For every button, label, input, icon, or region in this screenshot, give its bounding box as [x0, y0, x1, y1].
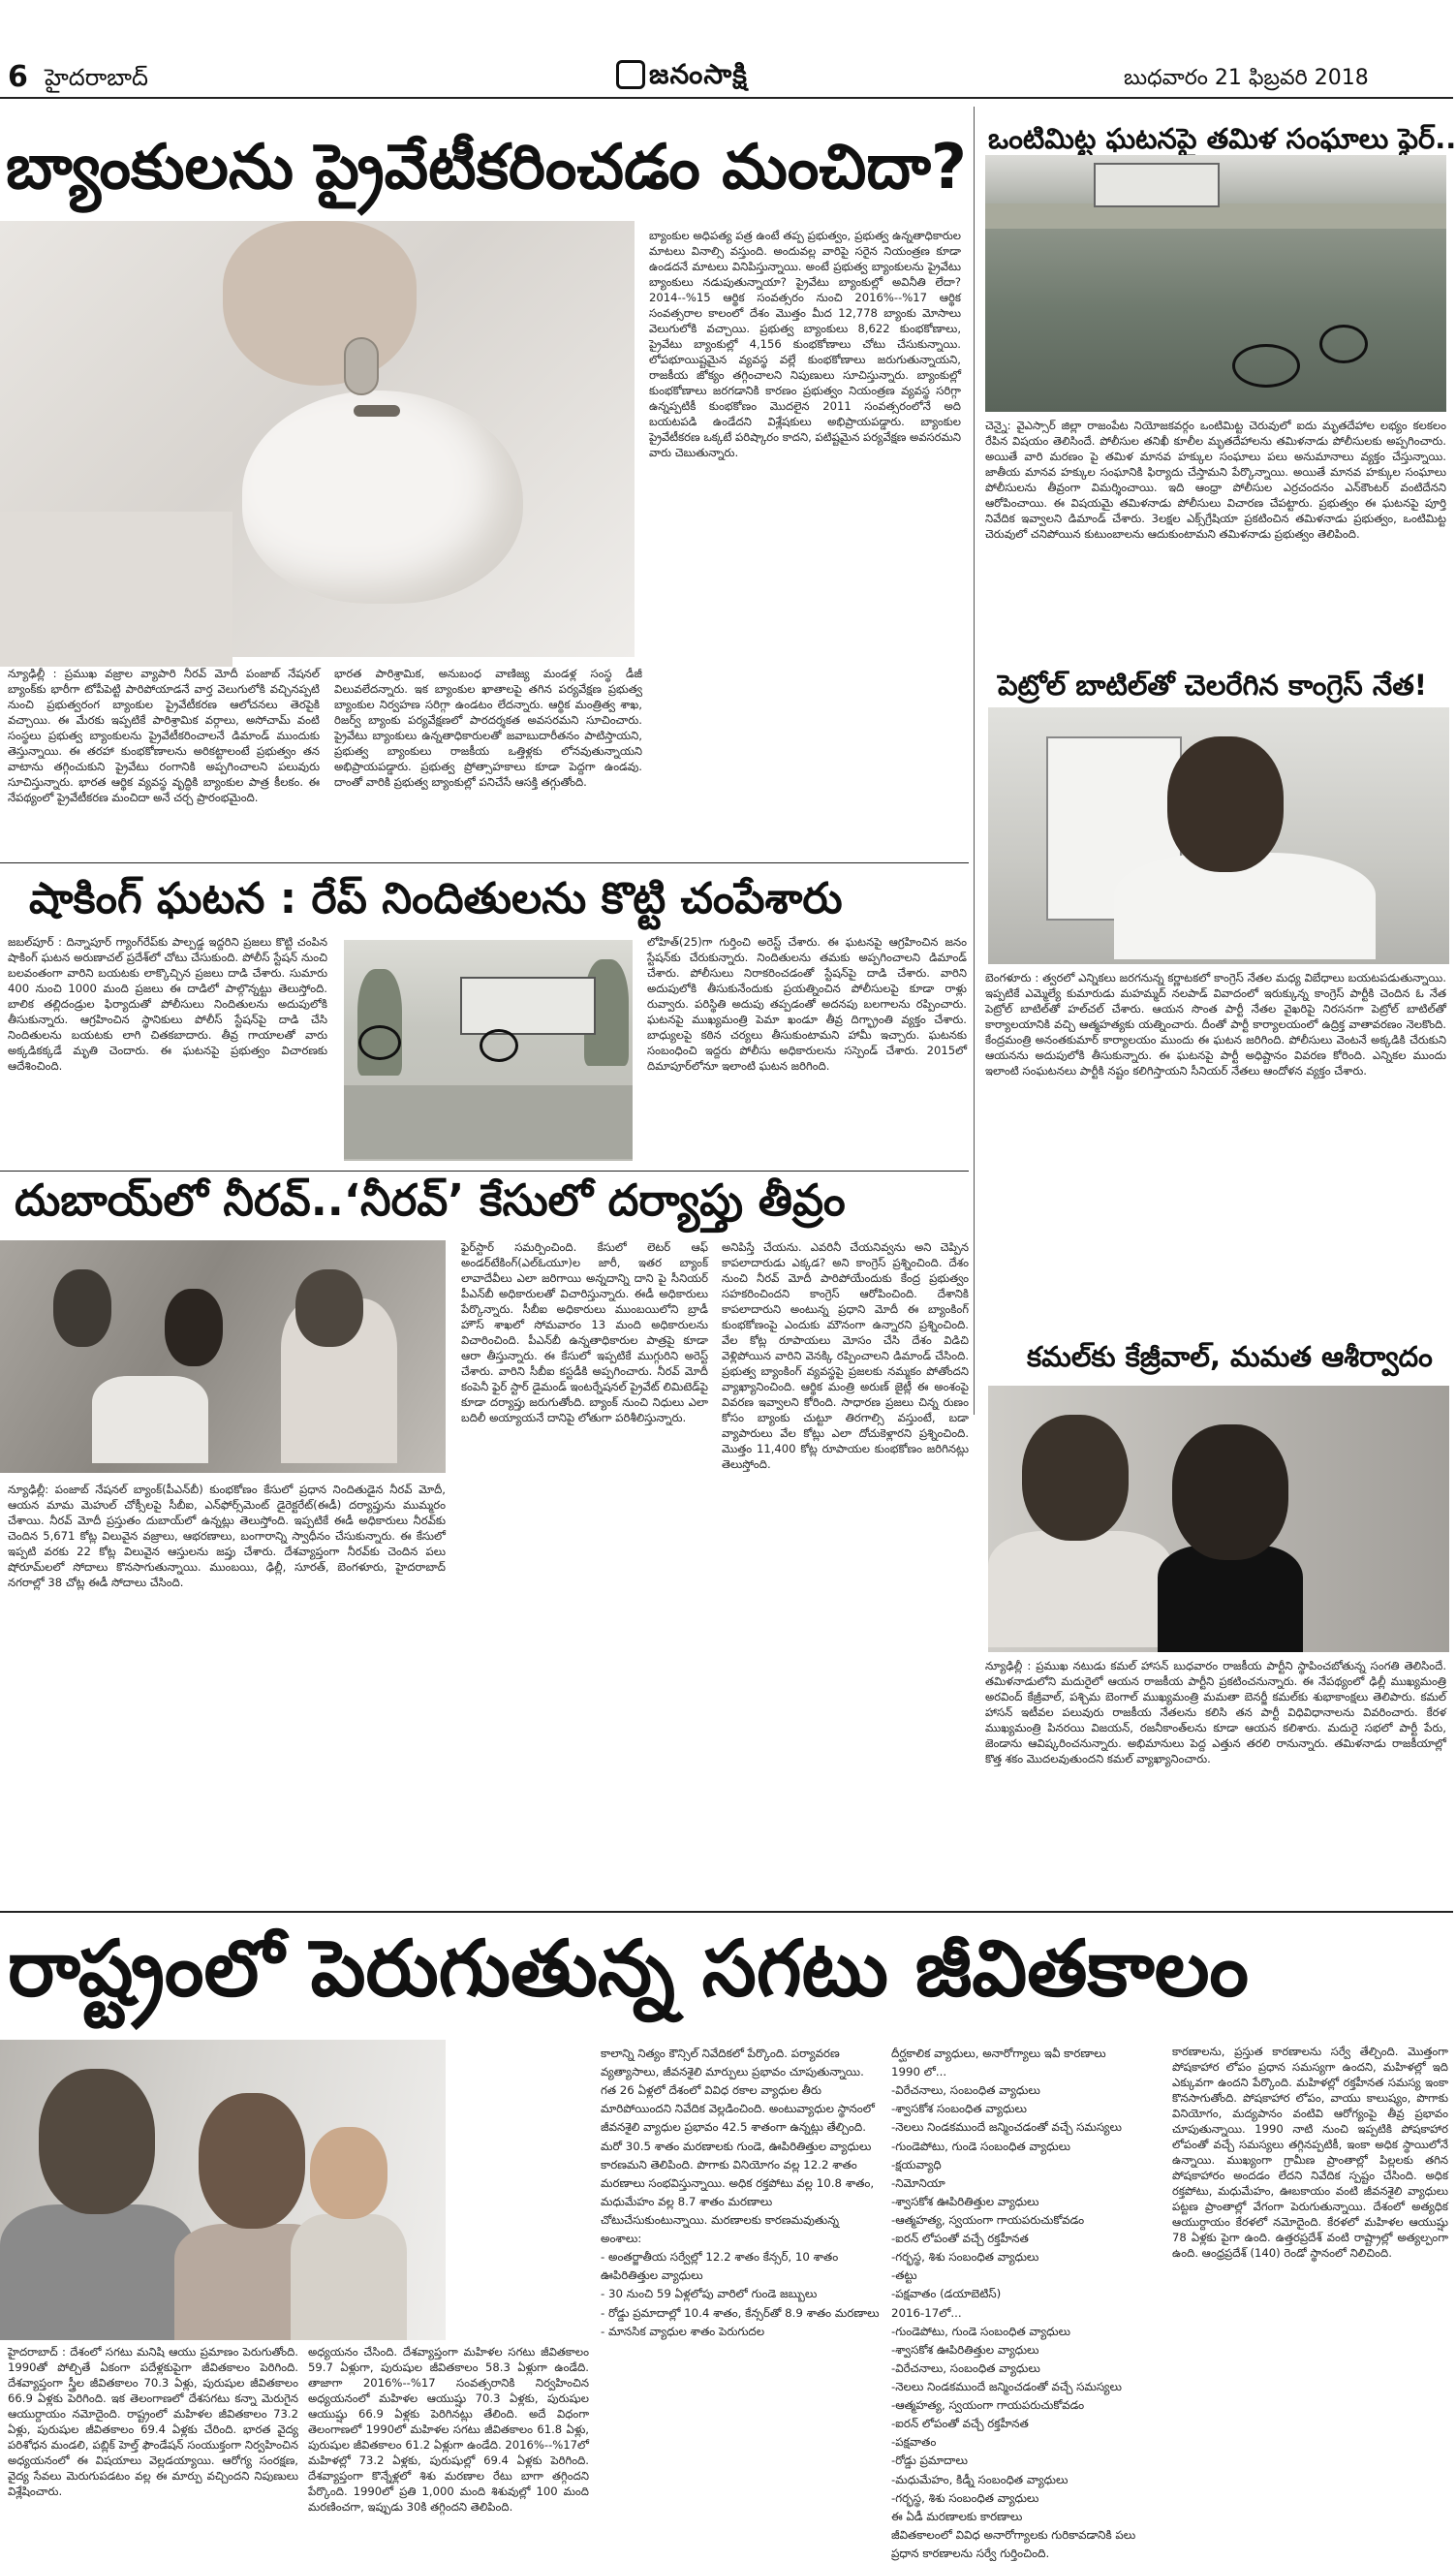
- masthead-rule: [0, 97, 1453, 99]
- issue-date: బుధవారం 21 ఫిబ్రవరి 2018: [1124, 66, 1369, 90]
- nirav-headline: దుబాయ్‌లో నీరవ్..‘నీరవ్’ కేసులో దర్యాప్తు తీవ్రం: [15, 1174, 846, 1226]
- lifespan-headline: రాష్ట్రంలో పెరుగుతున్న సగటు జీవితకాలం: [8, 1923, 1249, 2014]
- petrol-body: బెంగళూరు : త్వరలో ఎన్నికలు జరగనున్న కర్ణాటకలో కాంగ్రెస్ నేతల మధ్య విబేధాలు బయటపడుతున్నాయి. ఇప్పటికే ఎమ్మెల్యే కుమారుడు మహమ్మద్ నలపాడ్ వివాదంలో ఇరుక్కున్న కాంగ్రెస్ పార్టీకి చెందిన ఓ నేత పెట్రోల్ బాటిల్‌తో హల్‌చల్ చేశారు. ఆయన సొంత పార్టీ నేతల వైఖరిపై నిరసనగా పెట్రోల్ బాటిల్‌తో కార్యాలయానికి వచ్చి ఆత్మహత్యకు యత్నించారు. దీంతో పార్టీ కార్యాలయంలో ఉద్రిక్త వాతావరణం నెలకొంది. కేంద్రమంత్రి అనంతకుమార్ కార్యాలయం ముందు ఈ ఘటన జరిగింది. పోలీసులు వెంటనే అక్కడికి చేరుకుని ఆయనను అదుపులోకి తీసుకున్నారు. ఈ ఘటనపై పార్టీ అధిష్టానం వివరణ కోరింది. ఎన్నికల ముందు ఇలాంటి సంఘటనలు పార్టీకి నష్టం కలిగిస్తాయని సీనియర్ నేతలు ఆందోళన వ్యక్తం చేశారు.: [985, 971, 1446, 1078]
- banks-body-col3: బ్యాంకుల అధిపత్య పత్ర ఉంటే తప్ప ప్రభుత్వం, ప్రభుత్వ ఉన్నతాధికారుల మాటలు వినాల్సి వస్తుంది. అందువల్ల వారిపై సరైన నియంత్రణ కూడా ఉండదనే మాటలు వినిపిస్తున్నాయి. అంటే ప్రభుత్వ బ్యాంకులను ప్రైవేటు బ్యాంకులు నడుపుతున్నాయా? ప్రైవేటు బ్యాంకుల్లో అవినీతి లేదా? 2014--%15 ఆర్థిక సంవత్సరం నుంచి 2016%--%17 ఆర్థిక సంవత్సరాల కాలంలో దేశం మొత్తం మీద 12,778 బ్యాంకు మోసాలు వెలుగులోకి వచ్చాయి. ప్రభుత్వ బ్యాంకులు 8,622 కుంభకోణాలు, ప్రైవేటు బ్యాంకుల్లో 4,156 కుంభకోణాలు చోటు చేసుకున్నాయి. లోపభూయిష్టమైన వ్యవస్థ వల్లే కుంభకోణాలు జరుగుతున్నాయని, రాజకీయ జోక్యం తగ్గించాలని నిపుణులు సూచిస్తున్నారు. బ్యాంకుల్లో కుంభకోణాలు జరగడానికి కారణం ప్రభుత్వం నియంత్రణ వ్యవస్థ సరిగ్గా ఉన్నప్పటికీ కుంభకోణం మొదలైన 2011 సంవత్సరంలోనే అది బయటపడి ఉండేదని విశ్లేషకులు అభిప్రాయపడ్డారు. బ్యాంకుల ప్రైవేటీకరణ ఒక్కటే పరిష్కారం కాదని, పటిష్టమైన పర్యవేక్షణ అవసరమని వారు చెబుతున్నారు.: [649, 229, 961, 459]
- kamal-body: న్యూఢిల్లీ : ప్రముఖ నటుడు కమల్ హాసన్ బుధవారం రాజకీయ పార్టీని స్థాపించబోతున్న సంగతి తెలిసిందే. తమిళనాడులోని మదురైలో ఆయన రాజకీయ పార్టీని ప్రకటించనున్నారు. ఈ నేపథ్యంలో ఢిల్లీ ముఖ్యమంత్రి అరవింద్ కేజ్రీవాల్, పశ్చిమ బెంగాల్ ముఖ్యమంత్రి మమతా బెనర్జీ కమల్‌కు శుభాకాంక్షలు తెలిపారు. కమల్ హాసన్ ఇటీవల పలువురు రాజకీయ నేతలను కలిసి తన పార్టీ విధివిధానాలను వివరించారు. కేరళ ముఖ్యమంత్రి పినరయి విజయన్, రజనీకాంత్‌లను కూడా ఆయన కలిశారు. మదురై సభలో పార్టీ పేరు, జెండాను ఆవిష్కరించనున్నారు. అభిమానులు పెద్ద ఎత్తున తరలి రానున్నారు. తమిళనాడు రాజకీయాల్లో కొత్త శకం మొదలవుతుందని కమల్ వ్యాఖ్యానించారు.: [985, 1659, 1446, 1766]
- ontimitta-headline: ఒంటిమిట్ట ఘటనపై తమిళ సంఘాలు ఫైర్..: [988, 122, 1456, 155]
- incident-photo: [344, 940, 633, 1161]
- nirav-body-col2: ఫైర్‌స్టార్ సమర్పించింది. కేసులో లెటర్ ఆఫ్ అండర్‌టేకింగ్(ఎల్‌ఓయూ)ల జారీ, ఇతర బ్యాంక్ లావాదేవీలు ఎలా జరిగాయి అన్నదాన్ని దాని పై సీనియర్ పీఎన్‌బీ అధికారులతో విచారిస్తున్నారు. ఈడీ అధికారులు పేర్కొన్నారు. సీబీఐ అధికారులు ముంబయిలోని బ్రాడీ హౌస్ శాఖలో సోమవారం 13 మంది అధికారులను విచారించింది. పీఎన్‌బీ ఉన్నతాధికారుల పాత్రపై కూడా ఆరా తీస్తున్నారు. ఈ కేసులో ఇప్పటికే ముగ్గురిని అరెస్ట్ చేశారు. వారిని సీబీఐ కస్టడీకి అప్పగించారు. నీరవ్ మోదీ కంపెనీ ఫైర్ స్టార్ డైమండ్ ఇంటర్నేషనల్ ప్రైవేట్ లిమిటెడ్‌పై కూడా దర్యాప్తు జరుగుతోంది. బ్యాంక్ నుంచి నిధులు ఎలా బదిలీ అయ్యాయనే దానిపై లోతుగా పరిశీలిస్తున్నారు.: [461, 1240, 708, 1424]
- lifespan-body-col5: కారణాలను, ప్రస్తుత కారణాలను సర్వే తేల్చింది. మొత్తంగా పోషకాహార లోపం ప్రధాన సమస్యగా ఉందని, మహిళల్లో ఇది ఎక్కువగా ఉందని పేర్కొంది. మహిళల్లో రక్తహీనత సమస్య ఇంకా కొనసాగుతోంది. పోషకాహార లోపం, వాయు కాలుష్యం, పొగాకు వినియోగం, మద్యపానం వంటివి ఆరోగ్యంపై తీవ్ర ప్రభావం చూపుతున్నాయి. 1990 నాటి నుంచి ఇప్పటికి పోషకాహార లోపంతో వచ్చే సమస్యలు తగ్గినప్పటికీ, ఇంకా అధిక స్థాయిలోనే ఉన్నాయి. ముఖ్యంగా గ్రామీణ ప్రాంతాల్లో పిల్లలకు తగిన పోషకాహారం అందడం లేదని నివేదిక స్పష్టం చేసింది. అధిక రక్తపోటు, మధుమేహం, ఊబకాయం వంటి జీవనశైలి వ్యాధులు పట్టణ ప్రాంతాల్లో వేగంగా పెరుగుతున్నాయి. దేశంలో అత్యధిక ఆయుర్దాయం కేరళలో నమోదైంది. కేరళలో మహిళల ఆయుష్షు 78 ఏళ్లకు పైగా ఉంది. ఉత్తరప్రదేశ్ వంటి రాష్ట్రాల్లో అత్యల్పంగా ఉంది. ఆంధ్రప్రదేశ్ (140) రెండో స్థానంలో నిలిచింది.: [1172, 2045, 1448, 2260]
- lake-photo: [985, 155, 1446, 412]
- shocking-body-col2: లోహిత్(25)గా గుర్తించి అరెస్ట్ చేశారు. ఈ ఘటనపై ఆగ్రహించిన జనం స్టేషన్‌కు చేరుకున్నారు. నిందితులను తమకు అప్పగించాలని డిమాండ్ చేశారు. పోలీసులు నిరాకరించడంతో స్టేషన్‌పై దాడి చేశారు. వారిని అదుపులోకి తీసుకునేందుకు ప్రయత్నించిన పోలీసులపై కూడా రాళ్లు రువ్వారు. పరిస్థితి అదుపు తప్పడంతో అదనపు బలగాలను రప్పించారు. ఘటనపై ముఖ్యమంత్రి పెమా ఖండూ తీవ్ర దిగ్భ్రాంతి వ్యక్తం చేశారు. బాధ్యులపై కఠిన చర్యలు తీసుకుంటామని హామీ ఇచ్చారు. ఘటనకు సంబంధించి ఇద్దరు పోలీసు అధికారులను సస్పెండ్ చేశారు. 2015లో దిమాపూర్‌లోనూ ఇలాంటి ఘటన జరిగింది.: [647, 935, 967, 1073]
- nirav-body-col1: న్యూఢిల్లీ: పంజాబ్ నేషనల్ బ్యాంక్(పీఎన్‌బీ) కుంభకోణం కేసులో ప్రధాన నిందితుడైన నీరవ్ మోదీ, ఆయన మామ మెహుల్ చోక్సీలపై సీబీఐ, ఎన్‌ఫోర్స్‌మెంట్ డైరెక్టరేట్(ఈడీ) దర్యాప్తును ముమ్మరం చేశాయి. నీరవ్ మోదీ ప్రస్తుతం దుబాయ్‌లో ఉన్నట్లు తెలుస్తోంది. ఇప్పటికే ఈడీ అధికారులు నీరవ్‌కు చెందిన 5,671 కోట్ల విలువైన వజ్రాలు, ఆభరణాలు, బంగారాన్ని స్వాధీనం చేసుకున్నారు. ఈ కేసులో ఇప్పటి వరకు 22 కోట్ల విలువైన ఆస్తులను జప్తు చేశారు. దేశవ్యాప్తంగా నీరవ్‌కు చెందిన పలు షోరూమ్‌లలో సోదాలు కొనసాగుతున్నాయి. ముంబయి, ఢిల్లీ, సూరత్, బెంగళూరు, హైదరాబాద్ నగరాల్లో 38 చోట్ల ఈడీ సోదాలు చేసింది.: [8, 1483, 446, 1589]
- banks-body-col1: న్యూఢిల్లీ : ప్రముఖ వజ్రాల వ్యాపారి నీరవ్ మోదీ పంజాబ్ నేషనల్ బ్యాంక్‌కు భారీగా టోపీపెట్టి పారిపోయాడనే వార్త వెలుగులోకి వచ్చినప్పటి నుంచి ప్రభుత్వరంగ బ్యాంకుల ప్రైవేటీకరణ ఆలోచనలు తెరపైకి వచ్చాయి. ఈ మేరకు ఇప్పటికే పారిశ్రామిక వర్గాలు, అసోచామ్ వంటి సంస్థలు ప్రభుత్వ బ్యాంకులను ప్రైవేటీకరించాలనే డిమాండ్ ముందుకు తెస్తున్నాయి. ఈ తరహా కుంభకోణాలను అరికట్టాలంటే ప్రభుత్వం తన వాటాను తగ్గించుకుని ప్రైవేటు రంగానికి అప్పగించాలని పలువురు సూచిస్తున్నారు. భారత ఆర్థిక వ్యవస్థ వృద్ధికి బ్యాంకుల పాత్ర కీలకం. ఈ నేపథ్యంలో ప్రైవేటీకరణ మంచిదా అనే చర్చ ప్రారంభమైంది.: [8, 667, 320, 804]
- petrol-headline: పెట్రోల్ బాటిల్‌తో చెలరేగిన కాంగ్రెస్ నేత!: [998, 669, 1427, 702]
- page-number: 6: [8, 60, 28, 94]
- shocking-headline: షాకింగ్ ఘటన : రేప్ నిందితులను కొట్టి చంపేశారు: [29, 874, 843, 923]
- piggy-bank-photo: [0, 221, 635, 657]
- column-divider: [974, 107, 975, 1415]
- shocking-body-col1: జబల్‌పూర్ : దిన్నాపూర్ గ్యాంగ్‌రేప్‌కు పాల్పడ్డ ఇద్దరిని ప్రజలు కొట్టి చంపిన షాకింగ్ ఘటన అరుణాచల్ ప్రదేశ్‌లో చోటు చేసుకుంది. పోలీస్ స్టేషన్ నుంచి బలవంతంగా వారిని బయటకు లాక్కొచ్చిన ప్రజలు దాడి చేశారు. సుమారు 400 నుంచి 1000 మంది ప్రజలు ఈ దాడిలో పాల్గొన్నట్టు తెలుస్తోంది. బాలిక తల్లిదండ్రుల ఫిర్యాదుతో పోలీసులు నిందితులను అదుపులోకి తీసుకున్నారు. ఆగ్రహించిన స్థానికులు పోలీస్ స్టేషన్‌పై దాడి చేసి నిందితులను బయటకు లాగి చితకబాదారు. తీవ్ర గాయాలతో వారు అక్కడికక్కడే మృతి చెందారు. ఈ ఘటనపై ప్రభుత్వం విచారణకు ఆదేశించింది.: [8, 935, 327, 1073]
- section-rule: [0, 862, 969, 863]
- petrol-photo: [988, 707, 1449, 964]
- masthead: [0, 0, 1453, 97]
- lifespan-body-col1: హైదరాబాద్ : దేశంలో సగటు మనిషి ఆయు ప్రమాణం పెరుగుతోంది. 1990తో పోల్చితే ఏకంగా పదేళ్లకుపైగా జీవితకాలం పెరిగింది. దేశవ్యాప్తంగా స్త్రీల జీవితకాలం 70.3 ఏళ్లు, పురుషుల జీవితకాలం 66.9 ఏళ్లకు పెరిగింది. ఇక తెలంగాణలో దేశసగటు కన్నా మెరుగైన ఆయుర్దాయం నమోదైంది. రాష్ట్రంలో మహిళల జీవితకాలం 73.2 ఏళ్లు, పురుషుల జీవితకాలం 69.4 ఏళ్లకు చేరింది. భారత వైద్య పరిశోధన మండలి, పబ్లిక్ హెల్త్ ఫౌండేషన్ సంయుక్తంగా నిర్వహించిన అధ్యయనంలో ఈ విషయాలు వెల్లడయ్యాయి. ఆరోగ్య సంరక్షణ, వైద్య సేవలు మెరుగుపడటం వల్ల ఈ మార్పు వచ్చిందని నిపుణులు విశ్లేషించారు.: [8, 2345, 298, 2498]
- kamal-headline: కమల్‌కు కేజ్రీవాల్, మమత ఆశీర్వాదం: [1027, 1340, 1433, 1373]
- kamal-kejriwal-photo: [988, 1386, 1449, 1652]
- banks-body-col2: భారత పారిశ్రామిక, అనుబంధ వాణిజ్య మండళ్ల సంస్థ డీజీ విలువలేదన్నారు. ఇక బ్యాంకుల ఖాతాలపై తగిన పర్యవేక్షణ ప్రభుత్వ బ్యాంకుల నిర్వహణ సరిగ్గా ఉండటం లేదన్నారు. ఆర్థిక మంత్రిత్వ శాఖ, రిజర్వ్ బ్యాంకు పర్యవేక్షణలో పారదర్శకత అవసరమని సూచించారు. ప్రైవేటు బ్యాంకులు ఉన్నతాధికారులతో జవాబుదారీతనం పాటిస్తాయని, ప్రభుత్వ బ్యాంకులు రాజకీయ ఒత్తిళ్లకు లోనవుతున్నాయని అభిప్రాయపడ్డారు. ప్రభుత్వ ప్రోత్సాహకాలు కూడా పెద్దగా ఉండవు. దాంతో వారికి ప్రభుత్వ బ్యాంకుల్లో పనిచేసే ఆసక్తి తగ్గుతోంది.: [334, 667, 642, 789]
- banks-headline: బ్యాంకులను ప్రైవేటీకరించడం మంచిదా?: [6, 132, 968, 203]
- newspaper-logo-icon: [616, 60, 645, 89]
- ontimitta-body: చెన్నై: వైఎస్సార్ జిల్లా రాజంపేట నియోజకవర్గం ఒంటిమిట్ట చెరువులో ఐదు మృతదేహాల లభ్యం కలకలం రేపిన విషయం తెలిసిందే. పోలీసుల తనిఖీ కూలీల మృతదేహాలను తమిళనాడు పోలీసులకు అప్పగించారు. అయితే వారి మరణం పై తమిళ మానవ హక్కుల సంఘాలు పలు అనుమానాలు వ్యక్తం చేస్తున్నాయి. జాతీయ మానవ హక్కుల సంఘానికి ఫిర్యాదు చేస్తామని పేర్కొన్నాయి. అయితే మానవ హక్కుల సంఘాలు పోలీసులను తీవ్రంగా విమర్శించాయి. ఇది ఆంధ్రా పోలీసుల ఎర్రచందనం ఎన్‌కౌంటర్ వంటిదేనని ఆరోపించాయి. ఈ విషయమై తమిళనాడు పోలీసులు విచారణ చేపట్టారు. ప్రభుత్వం ఈ ఘటనపై పూర్తి నివేదిక ఇవ్వాలని డిమాండ్ చేశారు. 3లక్షల ఎక్స్‌గ్రేషియా ప్రకటించిన తమిళనాడు ప్రభుత్వం, ఒంటిమిట్ట చెరువులో చనిపోయిన కుటుంబాలను ఆదుకుంటామని తమిళనాడు ప్రభుత్వం తెలిపింది.: [985, 419, 1446, 541]
- section-rule: [0, 1171, 969, 1172]
- edition-city: హైదరాబాద్: [45, 64, 148, 91]
- lifespan-body-col2: అధ్యయనం చేసింది. దేశవ్యాప్తంగా మహిళల సగటు జీవితకాలం 59.7 ఏళ్లుగా, పురుషుల జీవితకాలం 58.3 ఏళ్లుగా ఉండేది. తాజాగా 2016%--%17 సంవత్సరానికి నిర్వహించిన అధ్యయనంలో మహిళల ఆయుష్షు 70.3 ఏళ్లకు, పురుషుల ఆయుష్షు 66.9 ఏళ్లకు పెరిగినట్లు తేలింది. అదే విధంగా తెలంగాణలో 1990లో మహిళల సగటు జీవితకాలం 61.8 ఏళ్లు, పురుషుల జీవితకాలం 61.2 ఏళ్లుగా ఉండేది. 2016%--%17లో మహిళల్లో 73.2 ఏళ్లకు, పురుషుల్లో 69.4 ఏళ్లకు పెరిగింది. దేశవ్యాప్తంగా కొన్నేళ్లలో శిశు మరణాల రేటు బాగా తగ్గిందని పేర్కొంది. 1990లో ప్రతి 1,000 మంది శిశువుల్లో 100 మంది మరణించగా, ఇప్పుడు 30కి తగ్గిందని తెలిపింది.: [308, 2345, 589, 2514]
- lifespan-disease-list: దీర్ఘకాలిక వ్యాధులు, అనారోగ్యాలు ఇవీ కారణాలు 1990 లో... -విరేచనాలు, సంబంధిత వ్యాధులు -శ్వాసకోశ సంబంధిత వ్యాధులు -నెలలు నిండకముందే జన్మించడంతో వచ్చే సమస్యలు -గుండెపోటు, గుండె సంబంధిత వ్యాధులు -క్షయవ్యాధి -నిమోనియా -శ్వాసకోశ ఊపిరితిత్తుల వ్యాధులు -ఆత్మహత్య, స్వయంగా గాయపరుచుకోవడం -ఐరన్ లోపంతో వచ్చే రక్తహీనత -గర్భస్థ, శిశు సంబంధిత వ్యాధులు -తట్టు -పక్షవాతం (డయాబెటిస్) 2016-17లో... -గుండెపోటు, గుండె సంబంధిత వ్యాధులు -శ్వాసకోశ ఊపిరితిత్తుల వ్యాధులు -విరేచనాలు, సంబంధిత వ్యాధులు -నెలలు నిండకముందే జన్మించడంతో వచ్చే సమస్యలు -ఆత్మహత్య, స్వయంగా గాయపరుచుకోవడం -ఐరన్ లోపంతో వచ్చే రక్తహీనత -పక్షవాతం -రోడ్డు ప్రమాదాలు -మధుమేహం, కిడ్నీ సంబంధిత వ్యాధులు -గర్భస్థ, శిశు సంబంధిత వ్యాధులు ఈ ఏడీ మరణాలకు కారణాలు జీవితకాలంలో వివిధ అనారోగ్యాలకు గురికావడానికి పలు ప్రధాన కారణాలను సర్వే గుర్తించింది.: [891, 2047, 1136, 2560]
- newspaper-logo: జనంసాక్షి: [649, 58, 748, 90]
- lifespan-body-col3: కాలాన్ని నిత్యం కౌన్సిల్ నివేదికలో పేర్కొంది. పర్యావరణ వ్యత్యాసాలు, జీవనశైలి మార్పులు ప్రభావం చూపుతున్నాయి. గత 26 ఏళ్లలో దేశంలో వివిధ రకాల వ్యాధుల తీరు మారిపోయిందని నివేదిక వెల్లడించింది. అంటువ్యాధుల స్థానంలో జీవనశైలి వ్యాధుల ప్రభావం 42.5 శాతంగా ఉన్నట్లు తేల్చింది. మరో 30.5 శాతం మరణాలకు గుండె, ఊపిరితిత్తుల వ్యాధులు కారణమని తెలిపింది. పొగాకు వినియోగం వల్ల 12.2 శాతం మరణాలు సంభవిస్తున్నాయి. అధిక రక్తపోటు వల్ల 10.8 శాతం, మధుమేహం వల్ల 8.7 శాతం మరణాలు చోటుచేసుకుంటున్నాయి. మరణాలకు కారణమవుతున్న అంశాలు: - అంతర్జాతీయ సర్వేల్లో 12.2 శాతం కేన్సర్, 10 శాతం ఊపిరితిత్తుల వ్యాధులు - 30 నుంచి 59 ఏళ్లలోపు వారిలో గుండె జబ్బులు - రోడ్డు ప్రమాదాల్లో 10.4 శాతం, కేన్సర్‌తో 8.9 శాతం మరణాలు - మానసిక వ్యాధుల శాతం పెరుగుదల: [601, 2047, 880, 2338]
- section-rule: [0, 1911, 1453, 1913]
- nirav-photo: [0, 1240, 446, 1473]
- family-photo: [0, 2040, 446, 2340]
- nirav-body-col3: అనిపిస్తే చేయను. ఎవరినీ చేయనివ్వను అని చెప్పిన కాపలాదారుడు ఎక్కడ? అని కాంగ్రెస్ ప్రశ్నించింది. దేశం నుంచి నీరవ్ మోదీ పారిపోయేందుకు కేంద్ర ప్రభుత్వం సహకరించిందని కాంగ్రెస్ ఆరోపించింది. దేశానికి కాపలాదారుని అంటున్న ప్రధాని మోదీ ఈ బ్యాంకింగ్ కుంభకోణంపై ఎందుకు మౌనంగా ఉన్నారని ప్రశ్నించింది. వేల కోట్ల రూపాయలు మోసం చేసి దేశం విడిచి వెళ్లిపోయిన వారిని వెనక్కి రప్పించాలని డిమాండ్ చేసింది. ప్రభుత్వ బ్యాంకింగ్ వ్యవస్థపై ప్రజలకు నమ్మకం పోతోందని వ్యాఖ్యానించింది. ఆర్థిక మంత్రి అరుణ్ జైట్లీ ఈ అంశంపై వివరణ ఇవ్వాలని కోరింది. సాధారణ ప్రజలు చిన్న రుణం కోసం బ్యాంకు చుట్టూ తిరగాల్సి వస్తుంటే, బడా వ్యాపారులు వేల కోట్లు ఎలా దోచుకెళ్లారని ప్రశ్నించింది. మొత్తం 11,400 కోట్ల రూపాయల కుంభకోణం జరిగినట్లు తెలుస్తోంది.: [722, 1240, 969, 1471]
